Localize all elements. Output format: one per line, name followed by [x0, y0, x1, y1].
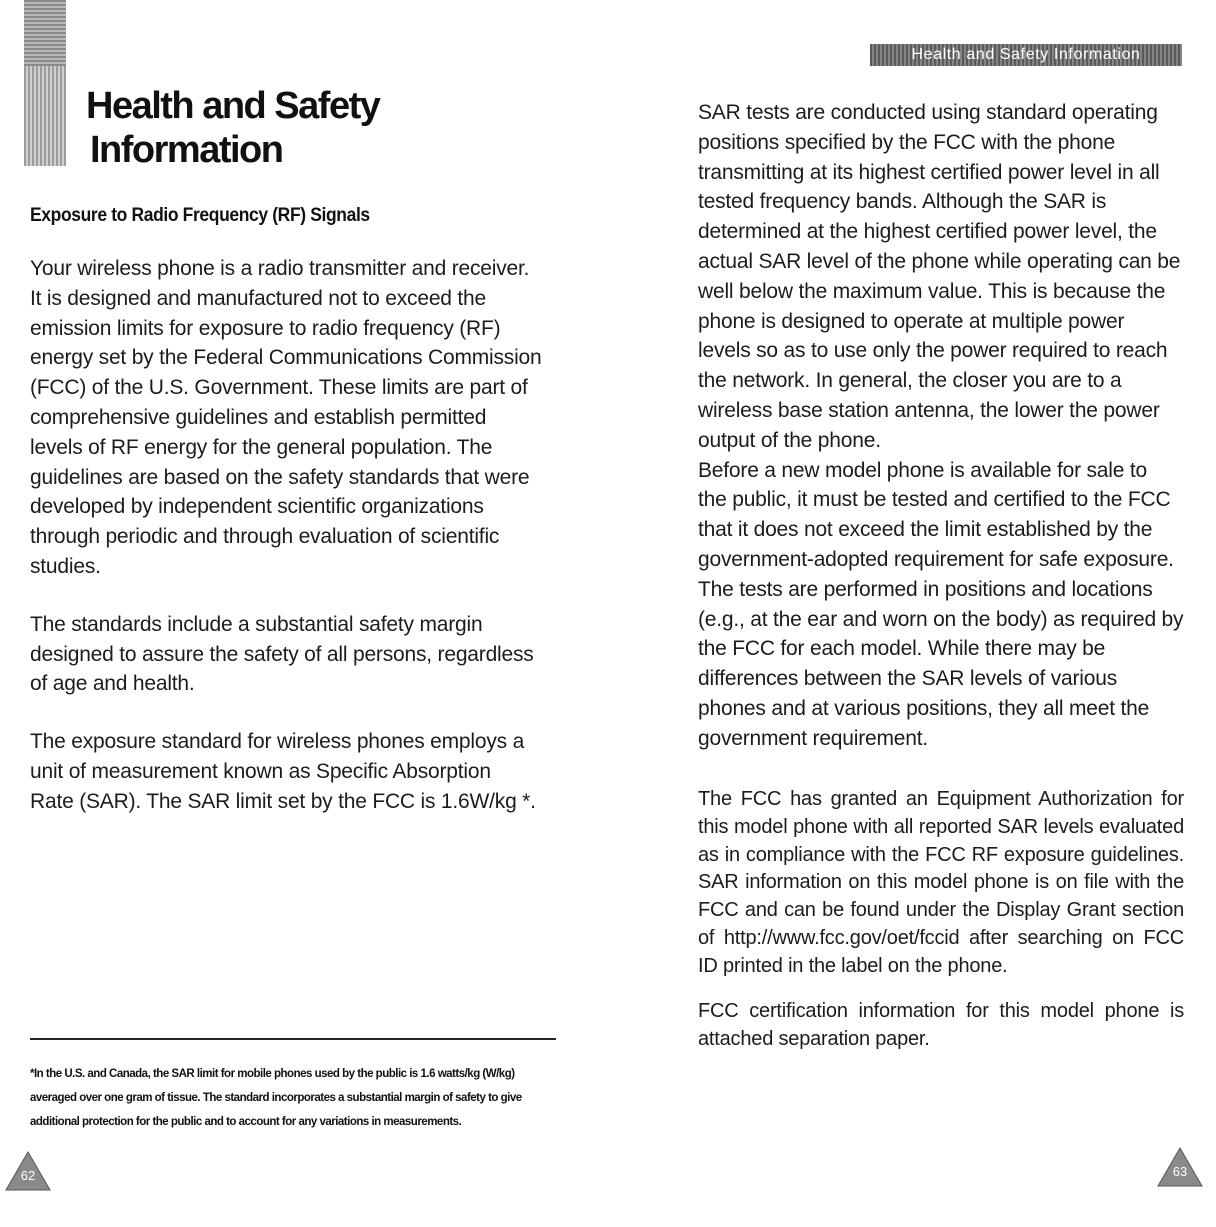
left-column — [30, 254, 550, 817]
text-line: positions specified by the FCC with the phone — [698, 130, 1116, 154]
text-line: output of the phone. — [698, 428, 881, 452]
right-paragraph-3: FCC certification information for this model phone is attached separation paper. — [698, 1000, 1184, 1050]
text-line: energy set by the Federal Communications Commission — [30, 346, 542, 370]
text-line: government-adopted requirement for safe exposure. — [698, 547, 1174, 571]
text-line: tested frequency bands. Although the SAR is — [698, 190, 1107, 214]
text-line: wireless base station antenna, the lower the power — [698, 398, 1160, 422]
text-line: the public, it must be tested and certified to the FCC — [698, 488, 1171, 512]
text-line: The exposure standard for wireless phones employs a — [30, 730, 525, 754]
text-line: (e.g., at the ear and worn on the body) as required by — [698, 607, 1184, 631]
section-marker-bar — [24, 0, 66, 166]
text-line: studies. — [30, 554, 101, 578]
text-line: the FCC for each model. While there may be — [698, 637, 1106, 661]
text-line: The tests are performed in positions and locations — [698, 577, 1153, 601]
page-number-left — [4, 1150, 52, 1192]
text-line: levels so as to use only the power required to reach — [698, 339, 1168, 363]
text-line: SAR tests are conducted using standard operating — [698, 101, 1158, 124]
text-line: Rate (SAR). The SAR limit set by the FCC is 1.6W/kg *. — [30, 789, 536, 813]
footnote-line: averaged over one gram of tissue. The standard incorporates a substantial margin of safety to give — [30, 1092, 522, 1104]
right-paragraph-2: The FCC has granted an Equipment Authorization for this model phone with all reported SAR levels evaluated as in compliance with the FCC RF exposure guidelines. SAR information on this model phone is on file with the FCC and can be found under the Display Grant section of http://www.fcc.gov/oet/fccid after searching on FCC ID printed in the label on the phone. — [698, 788, 1184, 977]
text-line: the network. In general, the closer you are to a — [698, 369, 1122, 393]
text-line: well below the maximum value. This is because the — [698, 279, 1166, 303]
page-title — [86, 84, 379, 172]
text-line: unit of measurement known as Specific Absorption — [30, 759, 491, 783]
page-number-right — [1156, 1146, 1204, 1188]
page-title-line-2: Information — [90, 129, 283, 171]
section-marker-shade — [24, 66, 66, 166]
left-paragraph-2 — [30, 610, 550, 699]
page-number-left-label: 62 — [20, 1168, 36, 1183]
text-line: that it does not exceed the limit established by the — [698, 518, 1153, 542]
text-line: (FCC) of the U.S. Government. These limits are part of — [30, 376, 528, 400]
text-line: determined at the highest certified power level, the — [698, 220, 1157, 244]
text-line: through periodic and through evaluation of scientific — [30, 525, 500, 549]
text-line: Your wireless phone is a radio transmitter and receiver. — [30, 257, 530, 280]
text-line: It is designed and manufactured not to exceed the — [30, 286, 487, 310]
footnote-line: additional protection for the public and to account for any variations in measurements. — [30, 1116, 462, 1128]
text-line: phone is designed to operate at multiple power — [698, 309, 1125, 333]
left-paragraph-3 — [30, 727, 550, 816]
section-heading: Exposure to Radio Frequency (RF) Signals — [30, 205, 370, 226]
text-line: of age and health. — [30, 672, 195, 696]
text-line: The standards include a substantial safety margin — [30, 612, 483, 636]
right-column — [698, 98, 1184, 754]
left-paragraph-1 — [30, 254, 550, 582]
page-title-line-1: Health and Safety — [86, 85, 380, 127]
text-line: Before a new model phone is available for sale to — [698, 458, 1147, 482]
running-header: Health and Safety Information — [870, 44, 1182, 66]
text-line: designed to assure the safety of all persons, regardless — [30, 642, 534, 666]
right-paragraph-1 — [698, 98, 1184, 754]
text-line: guidelines are based on the safety standards that were — [30, 465, 530, 489]
text-line: comprehensive guidelines and establish permitted — [30, 405, 487, 429]
text-line: developed by independent scientific organizations — [30, 495, 484, 519]
text-line: differences between the SAR levels of various — [698, 667, 1118, 691]
page-number-right-label: 63 — [1172, 1164, 1188, 1179]
footnote — [30, 1062, 570, 1134]
text-line: emission limits for exposure to radio frequency (RF) — [30, 316, 501, 340]
text-line: actual SAR level of the phone while operating can be — [698, 249, 1181, 273]
text-line: transmitting at its highest certified power level in all — [698, 160, 1160, 184]
footnote-divider — [30, 1038, 556, 1040]
text-line: phones and at various positions, they all meet the — [698, 696, 1150, 720]
text-line: government requirement. — [698, 726, 929, 750]
footnote-line: *In the U.S. and Canada, the SAR limit for mobile phones used by the public is 1.6 watts/kg (W/kg) — [30, 1068, 515, 1080]
text-line: levels of RF energy for the general population. The — [30, 435, 493, 459]
